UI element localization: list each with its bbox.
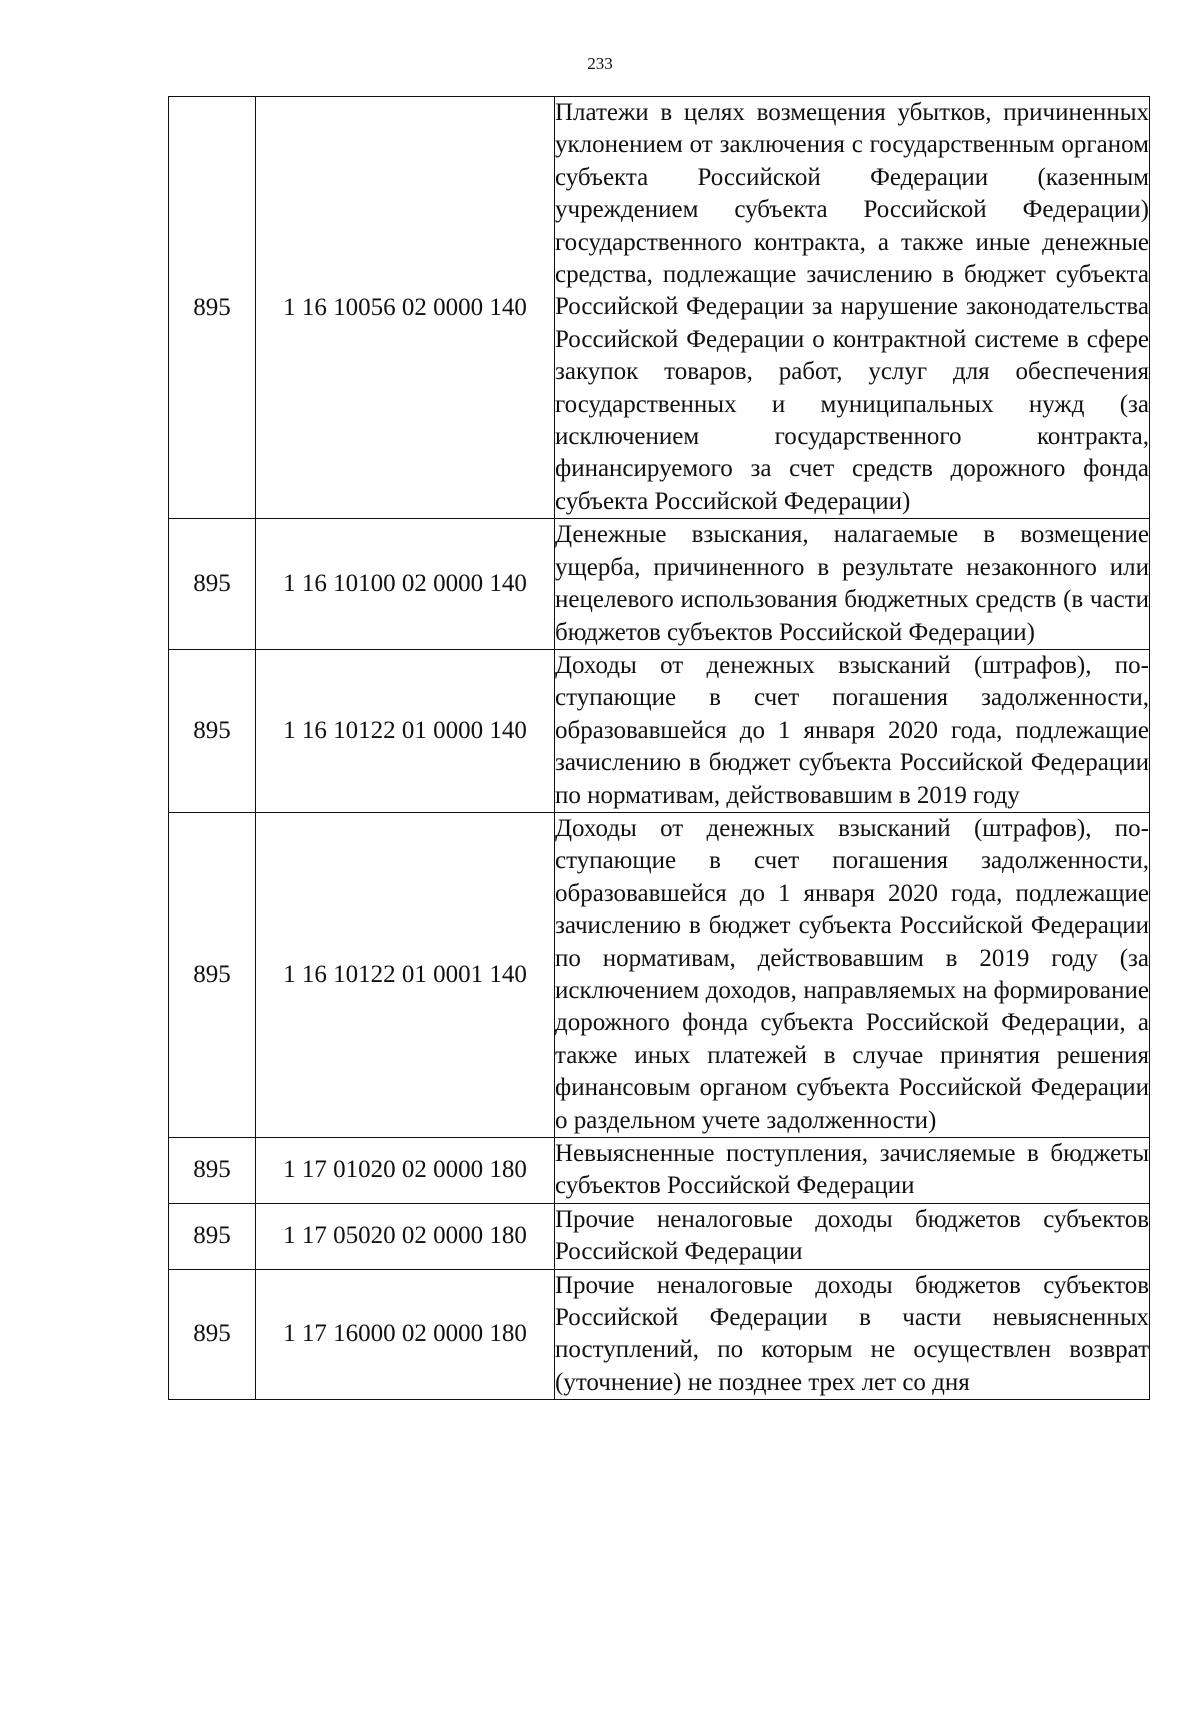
table-row: [169, 812, 1150, 1137]
budget-classification-code-cell: 1 17 05020 02 0000 180: [256, 1203, 555, 1269]
budget-classification-code-cell: 1 17 16000 02 0000 180: [256, 1269, 555, 1400]
admin-code-cell: 895: [169, 812, 256, 1137]
table-row: [169, 649, 1150, 812]
income-description-cell: Платежи в целях возмещения убытков, причиненных уклонением от заключения с государственным органом субъекта Российской Федерации (казенным учреждением субъекта Российской Федерации) государственного контракта, а также иные денежные средства, подлежащие зачислению в бюджет субъекта Российской Федерации за нарушение законодательства Российской Федерации о контрактной системе в сфере закупок товаров, работ, услуг для обеспечения государственных и муниципальных нужд (за исключением государственного контракта, финансируемого за счет средств дорожного фонда субъекта Российской Федерации): [555, 97, 1150, 519]
budget-classification-code-cell: 1 16 10100 02 0000 140: [256, 519, 555, 650]
income-description-cell: Доходы от денежных взысканий (штрафов), поступающие в счет погашения задолженности, образовавшейся до 1 января 2020 года, подлежащие зачислению в бюджет субъекта Российской Федерации по нормативам, действовавшим в 2019 году (за исключением доходов, направляемых на формирование дорожного фонда субъекта Российской Федерации, а также иных платежей в случае принятия решения финансовым органом субъекта Российской Федерации о раздельном учете задолженности): [555, 812, 1150, 1137]
income-description-cell: Прочие неналоговые доходы бюджетов субъектов Российской Федерации: [555, 1203, 1150, 1269]
income-description-cell: Прочие неналоговые доходы бюджетов субъектов Российской Федерации в части невыясненных поступлений, по которым не осуществлен возврат (уточнение) не позднее трех лет со дня: [555, 1269, 1150, 1400]
admin-code-cell: 895: [169, 1203, 256, 1269]
admin-code-cell: 895: [169, 649, 256, 812]
budget-classification-code-cell: 1 16 10122 01 0001 140: [256, 812, 555, 1137]
page-number: 233: [587, 54, 613, 73]
admin-code-cell: 895: [169, 1269, 256, 1400]
table-row: [169, 1203, 1150, 1269]
admin-code-cell: 895: [169, 97, 256, 519]
revenue-classification-table: [168, 96, 1150, 1400]
table-row: [169, 1138, 1150, 1204]
budget-classification-code-cell: 1 16 10122 01 0000 140: [256, 649, 555, 812]
income-description-cell: Денежные взыскания, налагаемые в возмещение ущерба, причиненного в результате незаконного или нецелевого использования бюджетных средств (в части бюджетов субъектов Российской Федерации): [555, 519, 1150, 650]
table-row: [169, 519, 1150, 650]
table-row: [169, 1269, 1150, 1400]
admin-code-cell: 895: [169, 519, 256, 650]
income-description-cell: Доходы от денежных взысканий (штрафов), поступающие в счет погашения задолженности, образовавшейся до 1 января 2020 года, подлежащие зачислению в бюджет субъекта Российской Федерации по нормативам, действовавшим в 2019 году: [555, 649, 1150, 812]
income-description-cell: Невыясненные поступления, зачисляемые в бюджеты субъектов Российской Федерации: [555, 1138, 1150, 1204]
admin-code-cell: 895: [169, 1138, 256, 1204]
budget-classification-code-cell: 1 17 01020 02 0000 180: [256, 1138, 555, 1204]
budget-classification-code-cell: 1 16 10056 02 0000 140: [256, 97, 555, 519]
table-row: [169, 97, 1150, 519]
